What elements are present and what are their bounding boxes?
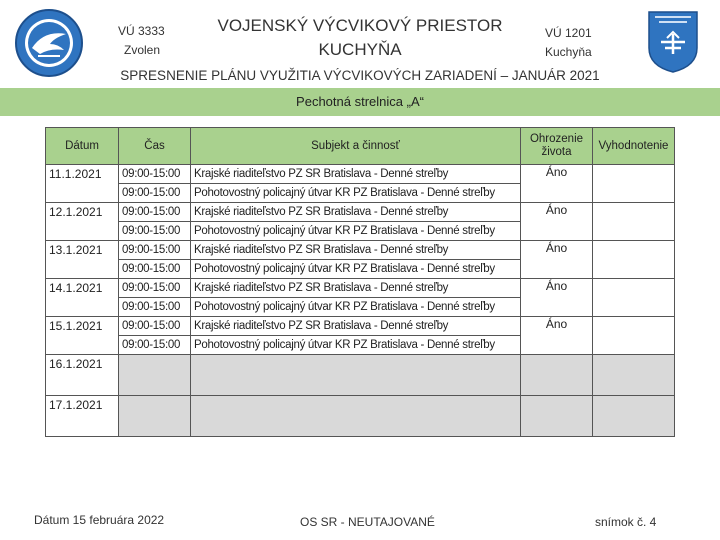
- header-evaluation: Vyhodnotenie: [593, 128, 675, 165]
- table-row: [46, 165, 675, 184]
- right-unit-shield-icon: [647, 10, 699, 74]
- date-cell: 17.1.2021: [46, 396, 119, 437]
- subject-cell: Krajské riaditeľstvo PZ SR Bratislava - Denné streľby: [191, 203, 521, 222]
- threat-cell: Áno: [521, 165, 593, 203]
- threat-cell: Áno: [521, 203, 593, 241]
- threat-cell: Áno: [521, 279, 593, 317]
- evaluation-cell: [593, 355, 675, 396]
- date-cell: 12.1.2021: [46, 203, 119, 241]
- title-line-1: VOJENSKÝ VÝCVIKOVÝ PRIESTOR: [217, 16, 503, 35]
- header-threat: Ohrozenie života: [521, 128, 593, 165]
- footer-slide-number: snímok č. 4: [595, 515, 657, 529]
- range-band: [0, 88, 720, 116]
- table-row: [46, 396, 675, 437]
- title-line-2: KUCHYŇA: [318, 40, 402, 59]
- evaluation-cell: [593, 241, 675, 279]
- right-unit-city: Kuchyňa: [545, 45, 592, 59]
- header-subject: Subjekt a činnosť: [191, 128, 521, 165]
- date-cell: 14.1.2021: [46, 279, 119, 317]
- subject-cell: Pohotovostný policajný útvar KR PZ Bratislava - Denné streľby: [191, 184, 521, 203]
- left-unit-block: [118, 22, 165, 60]
- subject-cell: Pohotovostný policajný útvar KR PZ Bratislava - Denné streľby: [191, 222, 521, 241]
- left-unit-city: Zvolen: [124, 43, 161, 57]
- time-cell: 09:00-15:00: [119, 298, 191, 317]
- threat-cell: [521, 396, 593, 437]
- header-date: Dátum: [46, 128, 119, 165]
- right-unit-code: VÚ 1201: [545, 26, 592, 40]
- time-cell: 09:00-15:00: [119, 260, 191, 279]
- page-title: [215, 14, 505, 62]
- footer-date: Dátum 15 februára 2022: [34, 513, 165, 527]
- date-cell: 11.1.2021: [46, 165, 119, 203]
- table-header-row: [46, 128, 675, 165]
- subject-cell: [191, 396, 521, 437]
- time-cell: 09:00-15:00: [119, 336, 191, 355]
- document-subtitle: SPRESNENIE PLÁNU VYUŽITIA VÝCVIKOVÝCH ZARIADENÍ – JANUÁR 2021: [120, 68, 600, 83]
- time-cell: 09:00-15:00: [119, 317, 191, 336]
- evaluation-cell: [593, 165, 675, 203]
- time-cell: 09:00-15:00: [119, 279, 191, 298]
- time-cell: 09:00-15:00: [119, 165, 191, 184]
- subject-cell: Krajské riaditeľstvo PZ SR Bratislava - Denné streľby: [191, 241, 521, 260]
- subject-cell: Krajské riaditeľstvo PZ SR Bratislava - Denné streľby: [191, 279, 521, 298]
- threat-cell: Áno: [521, 241, 593, 279]
- subject-cell: Pohotovostný policajný útvar KR PZ Bratislava - Denné streľby: [191, 260, 521, 279]
- table-row: [46, 203, 675, 222]
- subject-cell: [191, 355, 521, 396]
- date-cell: 16.1.2021: [46, 355, 119, 396]
- subject-cell: Pohotovostný policajný útvar KR PZ Bratislava - Denné streľby: [191, 298, 521, 317]
- header-time: Čas: [119, 128, 191, 165]
- range-name: Pechotná strelnica „A“: [296, 94, 424, 109]
- right-unit-block: [545, 24, 592, 62]
- footer-classification: OS SR - NEUTAJOVANÉ: [300, 515, 435, 529]
- table-row: [46, 355, 675, 396]
- date-cell: 15.1.2021: [46, 317, 119, 355]
- time-cell: 09:00-15:00: [119, 184, 191, 203]
- table-row: [46, 241, 675, 260]
- threat-cell: Áno: [521, 317, 593, 355]
- evaluation-cell: [593, 203, 675, 241]
- threat-cell: [521, 355, 593, 396]
- schedule-table: [45, 127, 675, 437]
- time-cell: 09:00-15:00: [119, 241, 191, 260]
- table-row: [46, 279, 675, 298]
- time-cell: [119, 396, 191, 437]
- time-cell: 09:00-15:00: [119, 203, 191, 222]
- table-row: [46, 317, 675, 336]
- time-cell: [119, 355, 191, 396]
- evaluation-cell: [593, 396, 675, 437]
- left-unit-code: VÚ 3333: [118, 24, 165, 38]
- time-cell: 09:00-15:00: [119, 222, 191, 241]
- evaluation-cell: [593, 279, 675, 317]
- date-cell: 13.1.2021: [46, 241, 119, 279]
- subject-cell: Krajské riaditeľstvo PZ SR Bratislava - Denné streľby: [191, 317, 521, 336]
- subject-cell: Pohotovostný policajný útvar KR PZ Bratislava - Denné streľby: [191, 336, 521, 355]
- evaluation-cell: [593, 317, 675, 355]
- subject-cell: Krajské riaditeľstvo PZ SR Bratislava - Denné streľby: [191, 165, 521, 184]
